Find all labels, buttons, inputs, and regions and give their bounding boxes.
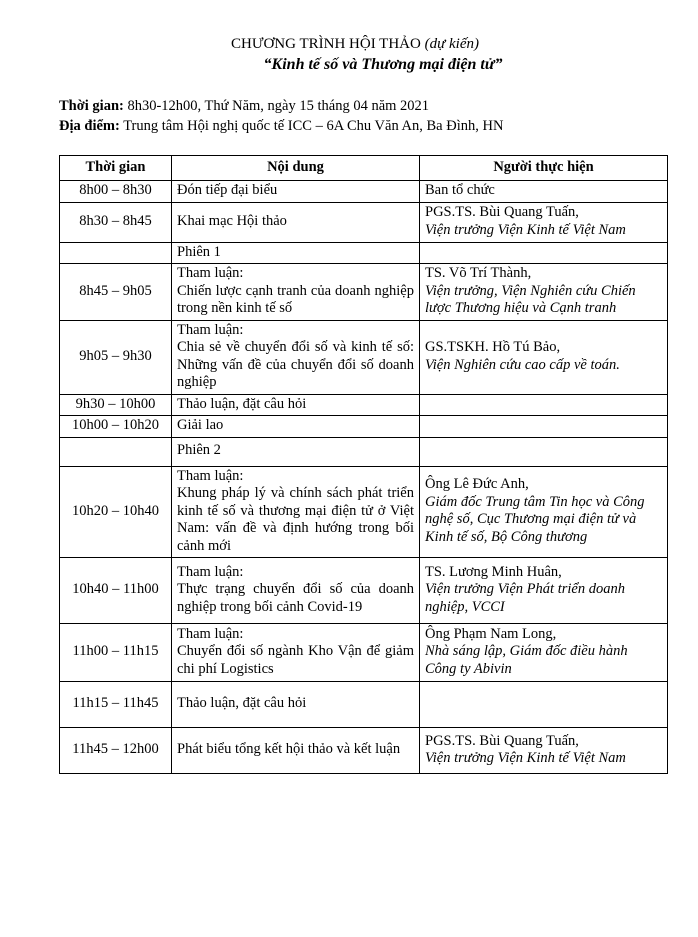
person-name: Ông Lê Đức Anh, <box>425 476 529 493</box>
content-cell <box>172 416 420 438</box>
person-cell <box>420 558 668 624</box>
person-role: Nhà sáng lập, Giám đốc điều hành Công ty Abivin <box>425 643 628 677</box>
time-cell: 8h00 – 8h30 <box>60 181 172 203</box>
program-title-text: CHƯƠNG TRÌNH HỘI THẢO <box>231 36 421 52</box>
content-cell <box>172 181 420 203</box>
table-row <box>60 728 668 774</box>
table-header-row <box>60 156 668 181</box>
header-person: Người thực hiện <box>420 156 668 181</box>
content-cell <box>172 558 420 624</box>
content-line: Thảo luận, đặt câu hỏi <box>177 395 307 412</box>
person-name: PGS.TS. Bùi Quang Tuấn, <box>425 204 579 220</box>
content-line: Chia sẻ về chuyển đổi số và kinh tế số: Những vấn đề của chuyển đổi số doanh nghiệp <box>177 339 414 390</box>
content-line: Tham luận: <box>177 321 244 338</box>
content-line: Tham luận: <box>177 265 244 281</box>
person-cell <box>420 181 668 203</box>
person-cell <box>420 394 668 416</box>
session-row <box>60 437 668 466</box>
program-title-note: (dự kiến) <box>424 36 479 52</box>
table-row <box>60 466 668 558</box>
person-cell <box>420 624 668 682</box>
content-cell <box>172 624 420 682</box>
content-cell <box>172 320 420 394</box>
content-line: Đón tiếp đại biểu <box>177 182 278 198</box>
content-line: Tham luận: <box>177 467 244 484</box>
session-time-cell <box>60 242 172 264</box>
person-cell <box>420 466 668 558</box>
content-line: Chuyển đổi số ngành Kho Vận để giảm chi phí Logistics <box>177 643 414 677</box>
person-role: Viện trưởng Viện Kinh tế Việt Nam <box>425 221 626 238</box>
person-cell <box>420 728 668 774</box>
session-time-cell <box>60 437 172 466</box>
time-info <box>59 98 429 115</box>
session-person-cell <box>420 437 668 466</box>
content-cell <box>172 264 420 321</box>
person-cell <box>420 202 668 242</box>
content-line: Chiến lược cạnh tranh của doanh nghiệp trong nền kinh tế số <box>177 282 414 316</box>
content-line: Thực trạng chuyển đổi số của doanh nghiệp trong bối cảnh Covid-19 <box>177 581 414 615</box>
content-line: Phát biểu tổng kết hội thảo và kết luận <box>177 741 401 758</box>
content-line: Tham luận: <box>177 563 244 580</box>
person-role: Giám đốc Trung tâm Tin học và Công nghệ số, Cục Thương mại điện tử và Kinh tế số, Bộ Công thương <box>425 493 645 545</box>
time-cell: 11h45 – 12h00 <box>60 728 172 774</box>
table-row <box>60 264 668 321</box>
place-info <box>59 118 503 135</box>
place-label: Địa điểm: <box>59 118 120 134</box>
time-value: 8h30-12h00, Thứ Năm, ngày 15 tháng 04 năm 2021 <box>127 98 430 114</box>
time-cell: 9h05 – 9h30 <box>60 320 172 394</box>
content-cell <box>172 202 420 242</box>
person-cell <box>420 320 668 394</box>
program-table <box>59 155 668 774</box>
table-row <box>60 558 668 624</box>
program-title <box>0 36 698 53</box>
header-content: Nội dung <box>172 156 420 181</box>
place-value: Trung tâm Hội nghị quốc tế ICC – 6A Chu Văn An, Ba Đình, HN <box>123 118 504 134</box>
person-name: TS. Võ Trí Thành, <box>425 265 532 281</box>
person-role: Viện trưởng Viện Kinh tế Việt Nam <box>425 750 626 766</box>
person-name: Ban tổ chức <box>425 182 495 198</box>
table-row <box>60 394 668 416</box>
content-cell <box>172 728 420 774</box>
table-row <box>60 682 668 728</box>
time-cell: 8h30 – 8h45 <box>60 202 172 242</box>
table-row <box>60 181 668 203</box>
time-label: Thời gian: <box>59 98 124 114</box>
time-cell: 11h15 – 11h45 <box>60 682 172 728</box>
time-cell: 9h30 – 10h00 <box>60 394 172 416</box>
person-cell <box>420 416 668 438</box>
table-row <box>60 202 668 242</box>
session-row <box>60 242 668 264</box>
table-row <box>60 320 668 394</box>
program-table-body <box>60 181 668 774</box>
person-name: PGS.TS. Bùi Quang Tuấn, <box>425 732 579 749</box>
person-role: Viện trưởng Viện Phát triển doanh nghiệp, VCCI <box>425 581 625 615</box>
person-role: Viện trưởng, Viện Nghiên cứu Chiến lược Thương hiệu và Cạnh tranh <box>425 282 636 316</box>
person-role: Viện Nghiên cứu cao cấp về toán. <box>425 356 620 373</box>
header-time: Thời gian <box>60 156 172 181</box>
content-cell <box>172 466 420 558</box>
content-line: Thảo luận, đặt câu hỏi <box>177 695 307 712</box>
content-cell <box>172 394 420 416</box>
content-line: Khai mạc Hội thảo <box>177 212 287 229</box>
person-name: Ông Phạm Nam Long, <box>425 625 557 642</box>
conference-name: “Kinh tế số và Thương mại điện tử” <box>263 56 503 73</box>
session-title: Phiên 1 <box>172 242 420 264</box>
person-name: TS. Lương Minh Huân, <box>425 563 562 580</box>
time-cell: 10h20 – 10h40 <box>60 466 172 558</box>
table-row <box>60 624 668 682</box>
person-name: GS.TSKH. Hồ Tú Bảo, <box>425 339 561 355</box>
content-line: Tham luận: <box>177 625 244 642</box>
content-line: Giải lao <box>177 417 224 433</box>
time-cell: 11h00 – 11h15 <box>60 624 172 682</box>
person-cell <box>420 682 668 728</box>
person-cell <box>420 264 668 321</box>
content-cell <box>172 682 420 728</box>
time-cell: 10h00 – 10h20 <box>60 416 172 438</box>
table-row <box>60 416 668 438</box>
time-cell: 8h45 – 9h05 <box>60 264 172 321</box>
session-title: Phiên 2 <box>172 437 420 466</box>
session-person-cell <box>420 242 668 264</box>
content-line: Khung pháp lý và chính sách phát triển kinh tế số và thương mại điện tử ở Việt Nam: vấn đề và định hướng trong bối cảnh mới <box>177 485 414 554</box>
time-cell: 10h40 – 11h00 <box>60 558 172 624</box>
